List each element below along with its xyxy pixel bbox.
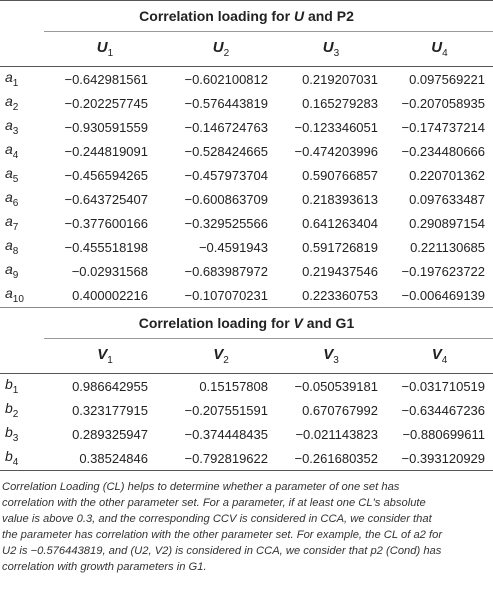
table2-title: Correlation loading for V and G1 <box>138 315 355 331</box>
table-cell: 0.590766857 <box>302 167 378 183</box>
table-cell: −0.602100812 <box>184 71 268 87</box>
table-row <box>0 115 493 139</box>
table-cell: 0.165279283 <box>302 95 378 111</box>
row-label: $b_4$ <box>5 448 19 468</box>
table-cell: 0.221130685 <box>410 239 486 255</box>
table-cell: 0.218393613 <box>302 191 378 207</box>
table-row <box>0 211 493 235</box>
table-cell: −0.393120929 <box>401 450 486 466</box>
table-cell: −0.02931568 <box>71 263 148 279</box>
table-cell: −0.174737214 <box>401 119 486 135</box>
table-cell: 0.323177915 <box>72 402 148 418</box>
table-cell: −0.634467236 <box>401 402 486 418</box>
row-label: $a_4$ <box>5 141 19 161</box>
table2-column-header: $V_4$ <box>431 346 448 366</box>
table-cell: −0.528424665 <box>184 143 268 159</box>
table-row <box>0 91 493 115</box>
table-cell: −0.234480666 <box>401 143 486 159</box>
table-row <box>0 139 493 163</box>
table-cell: −0.792819622 <box>184 450 268 466</box>
table1-title: Correlation loading for U and P2 <box>139 8 354 24</box>
table-cell: 0.289325947 <box>72 426 148 442</box>
table-cell: −0.329525566 <box>184 215 268 231</box>
table-cell: −0.643725407 <box>64 191 148 207</box>
table-cell: −0.456594265 <box>64 167 148 183</box>
row-label: $a_8$ <box>5 237 19 257</box>
table-cell: −0.642981561 <box>64 71 148 87</box>
row-label: $b_1$ <box>5 376 19 396</box>
table-cell: −0.207551591 <box>184 402 268 418</box>
table-cell: −0.880699611 <box>402 426 486 442</box>
table-cell: −0.244819091 <box>64 143 148 159</box>
row-label: $a_1$ <box>5 69 19 89</box>
table1-column-header-row <box>0 32 493 67</box>
table-row <box>0 235 493 259</box>
table-cell: 0.15157808 <box>199 378 268 394</box>
caption-line: U2 is −0.576443819, and (U2, V2) is considered in CCA, we consider that p2 (Cond) has <box>2 545 442 557</box>
table-row <box>0 187 493 211</box>
table-cell: 0.591726819 <box>302 239 378 255</box>
table2-column-header-row <box>0 339 493 374</box>
table-cell: −0.377600166 <box>64 215 148 231</box>
caption-line: value is above 0.3, and the corresponding CCV is considered in CCA, we consider that <box>2 513 432 525</box>
table-row <box>0 259 493 283</box>
table-cell: −0.576443819 <box>184 95 268 111</box>
table-cell: 0.097569221 <box>409 71 486 87</box>
caption-line: correlation with the other parameter set. For a parameter, if at least one CL's absolute <box>2 497 426 509</box>
row-label: $a_9$ <box>5 261 19 281</box>
table-cell: −0.123346051 <box>294 119 378 135</box>
table2-column-header: $V_1$ <box>97 346 113 366</box>
table1-column-header: $U_4$ <box>431 39 448 59</box>
row-label: $b_2$ <box>5 400 19 420</box>
row-label: $a_6$ <box>5 189 19 209</box>
table-cell: −0.600863709 <box>184 191 268 207</box>
table-cell: −0.021143823 <box>295 426 378 442</box>
table1-column-header: $U_2$ <box>212 39 230 59</box>
table-row <box>0 283 493 308</box>
table-row <box>0 422 493 446</box>
row-label: $a_3$ <box>5 117 19 137</box>
table-cell: 0.097633487 <box>409 191 486 207</box>
table-cell: −0.374448435 <box>184 426 268 442</box>
table-cell: −0.4591943 <box>198 239 268 255</box>
table-cell: 0.219207031 <box>302 71 378 87</box>
table-row <box>0 163 493 187</box>
table-row <box>0 398 493 422</box>
table-cell: −0.050539181 <box>294 378 378 394</box>
table-cell: −0.261680352 <box>294 450 378 466</box>
table-cell: −0.930591559 <box>64 119 148 135</box>
table2-column-header: $V_2$ <box>213 346 229 366</box>
row-label: $a_7$ <box>5 213 19 233</box>
table-cell: −0.107070231 <box>184 287 268 303</box>
table-cell: 0.670767992 <box>302 402 378 418</box>
table1-column-header: $U_1$ <box>96 39 114 59</box>
caption-line: the parameter has correlation with the other parameter set. For example, the CL of a2 for <box>2 529 443 541</box>
table-cell: 0.223360753 <box>302 287 378 303</box>
table-cell: −0.031710519 <box>401 378 486 394</box>
table-cell: −0.197623722 <box>401 263 486 279</box>
row-label: $b_3$ <box>5 424 19 444</box>
table2-column-header: $V_3$ <box>323 346 339 366</box>
table1-column-header: $U_3$ <box>322 39 340 59</box>
caption-line: Correlation Loading (CL) helps to determine whether a parameter of one set has <box>2 481 400 493</box>
table-cell: −0.683987972 <box>184 263 268 279</box>
table-cell: 0.986642955 <box>72 378 148 394</box>
row-label: $a_5$ <box>5 165 19 185</box>
caption-line: correlation with growth parameters in G1. <box>2 561 207 573</box>
table-cell: 0.400002216 <box>72 287 148 303</box>
table-row <box>0 67 493 92</box>
table-row <box>0 446 493 471</box>
table-cell: 0.220701362 <box>409 167 486 183</box>
table-caption <box>0 471 493 575</box>
table-cell: −0.207058935 <box>401 95 486 111</box>
table-cell: −0.474203996 <box>294 143 378 159</box>
table-cell: 0.38524846 <box>79 450 148 466</box>
row-label: $a_2$ <box>5 93 19 113</box>
table-cell: −0.006469139 <box>401 287 486 303</box>
row-label: $a_{10}$ <box>5 285 24 305</box>
table-cell: −0.202257745 <box>64 95 148 111</box>
table-row <box>0 374 493 399</box>
table-cell: −0.455518198 <box>64 239 148 255</box>
table-cell: 0.641263404 <box>302 215 378 231</box>
table-cell: 0.219437546 <box>302 263 378 279</box>
table-cell: −0.146724763 <box>184 119 268 135</box>
table-cell: 0.290897154 <box>409 215 486 231</box>
table-cell: −0.457973704 <box>184 167 268 183</box>
